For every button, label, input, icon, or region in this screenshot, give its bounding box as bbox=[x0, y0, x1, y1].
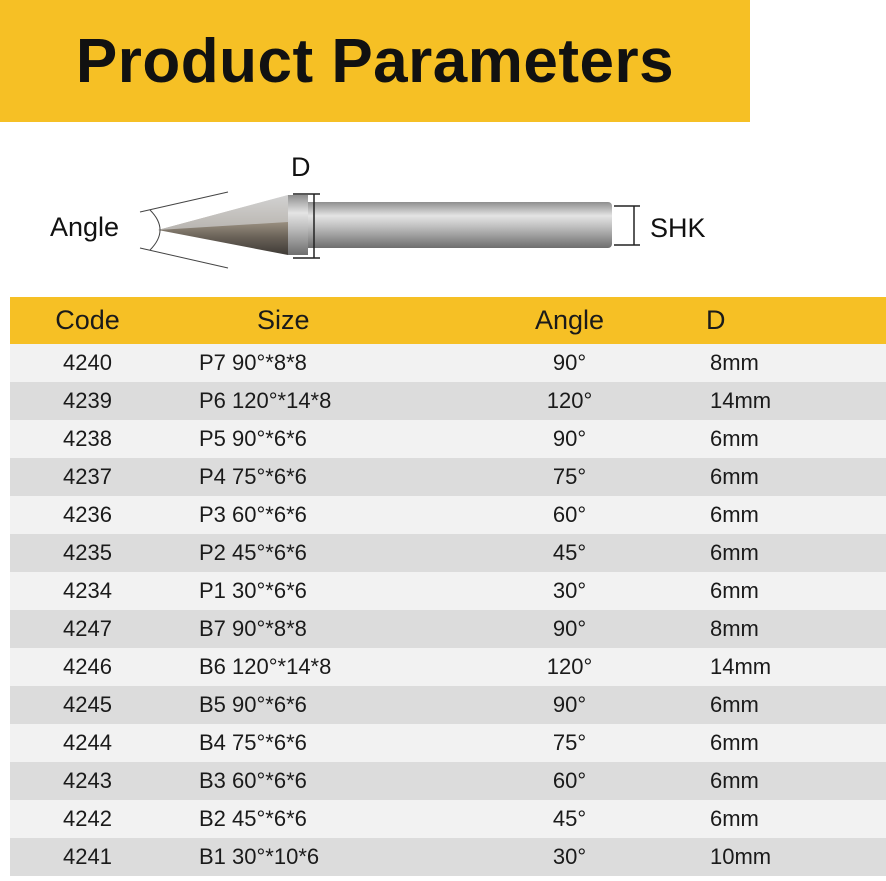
page-title: Product Parameters bbox=[75, 26, 675, 96]
header-banner bbox=[0, 0, 750, 122]
cell-d: 10mm bbox=[652, 838, 886, 876]
cell-size: B7 90°*8*8 bbox=[165, 610, 487, 648]
table-row bbox=[10, 420, 886, 458]
cell-size: B3 60°*6*6 bbox=[165, 762, 487, 800]
cell-code: 4240 bbox=[10, 344, 165, 382]
cell-angle: 30° bbox=[487, 572, 652, 610]
table-row bbox=[10, 800, 886, 838]
table-row bbox=[10, 458, 886, 496]
cell-angle: 75° bbox=[487, 724, 652, 762]
cell-angle: 60° bbox=[487, 496, 652, 534]
cell-code: 4236 bbox=[10, 496, 165, 534]
cell-d: 6mm bbox=[652, 686, 886, 724]
cell-d: 8mm bbox=[652, 610, 886, 648]
cell-d: 6mm bbox=[652, 496, 886, 534]
cell-angle: 90° bbox=[487, 344, 652, 382]
cell-size: P7 90°*8*8 bbox=[165, 344, 487, 382]
collar bbox=[288, 195, 308, 255]
cell-d: 6mm bbox=[652, 762, 886, 800]
table-row bbox=[10, 496, 886, 534]
cell-size: B4 75°*6*6 bbox=[165, 724, 487, 762]
table-row bbox=[10, 382, 886, 420]
cell-code: 4247 bbox=[10, 610, 165, 648]
angle-label: Angle bbox=[50, 212, 120, 242]
cell-code: 4239 bbox=[10, 382, 165, 420]
table-row bbox=[10, 724, 886, 762]
cell-d: 6mm bbox=[652, 420, 886, 458]
cell-code: 4234 bbox=[10, 572, 165, 610]
header-code: Code bbox=[10, 297, 165, 344]
cell-size: B2 45°*6*6 bbox=[165, 800, 487, 838]
cell-angle: 90° bbox=[487, 610, 652, 648]
cell-angle: 120° bbox=[487, 648, 652, 686]
cell-angle: 75° bbox=[487, 458, 652, 496]
cell-angle: 120° bbox=[487, 382, 652, 420]
table-row bbox=[10, 648, 886, 686]
table-row bbox=[10, 686, 886, 724]
cell-size: B5 90°*6*6 bbox=[165, 686, 487, 724]
cell-size: B6 120°*14*8 bbox=[165, 648, 487, 686]
spec-table bbox=[10, 297, 886, 876]
cell-code: 4246 bbox=[10, 648, 165, 686]
header-size: Size bbox=[165, 297, 487, 344]
cell-code: 4237 bbox=[10, 458, 165, 496]
header-angle: Angle bbox=[487, 297, 652, 344]
table-header-row bbox=[10, 297, 886, 344]
cell-angle: 90° bbox=[487, 420, 652, 458]
table-row bbox=[10, 534, 886, 572]
cell-d: 8mm bbox=[652, 344, 886, 382]
cell-code: 4243 bbox=[10, 762, 165, 800]
shank-body bbox=[300, 202, 612, 248]
cell-angle: 45° bbox=[487, 800, 652, 838]
cell-size: P4 75°*6*6 bbox=[165, 458, 487, 496]
cell-angle: 30° bbox=[487, 838, 652, 876]
router-bit-illustration bbox=[0, 122, 750, 292]
bit-diagram bbox=[0, 122, 750, 292]
table-row bbox=[10, 572, 886, 610]
cell-d: 14mm bbox=[652, 648, 886, 686]
cell-angle: 60° bbox=[487, 762, 652, 800]
cell-code: 4238 bbox=[10, 420, 165, 458]
cell-size: P5 90°*6*6 bbox=[165, 420, 487, 458]
cell-size: P3 60°*6*6 bbox=[165, 496, 487, 534]
table-row bbox=[10, 762, 886, 800]
cell-d: 6mm bbox=[652, 534, 886, 572]
cell-code: 4244 bbox=[10, 724, 165, 762]
cell-size: B1 30°*10*6 bbox=[165, 838, 487, 876]
cell-angle: 45° bbox=[487, 534, 652, 572]
table-row bbox=[10, 610, 886, 648]
cell-d: 6mm bbox=[652, 724, 886, 762]
cell-size: P6 120°*14*8 bbox=[165, 382, 487, 420]
cell-d: 14mm bbox=[652, 382, 886, 420]
shk-label: SHK bbox=[650, 213, 706, 243]
cell-d: 6mm bbox=[652, 800, 886, 838]
cell-size: P1 30°*6*6 bbox=[165, 572, 487, 610]
cell-d: 6mm bbox=[652, 572, 886, 610]
cell-code: 4241 bbox=[10, 838, 165, 876]
table-row bbox=[10, 344, 886, 382]
cell-code: 4235 bbox=[10, 534, 165, 572]
cell-angle: 90° bbox=[487, 686, 652, 724]
d-label: D bbox=[291, 152, 311, 182]
table-row bbox=[10, 838, 886, 876]
cell-size: P2 45°*6*6 bbox=[165, 534, 487, 572]
header-d: D bbox=[652, 297, 886, 344]
cell-code: 4245 bbox=[10, 686, 165, 724]
cell-d: 6mm bbox=[652, 458, 886, 496]
cell-code: 4242 bbox=[10, 800, 165, 838]
